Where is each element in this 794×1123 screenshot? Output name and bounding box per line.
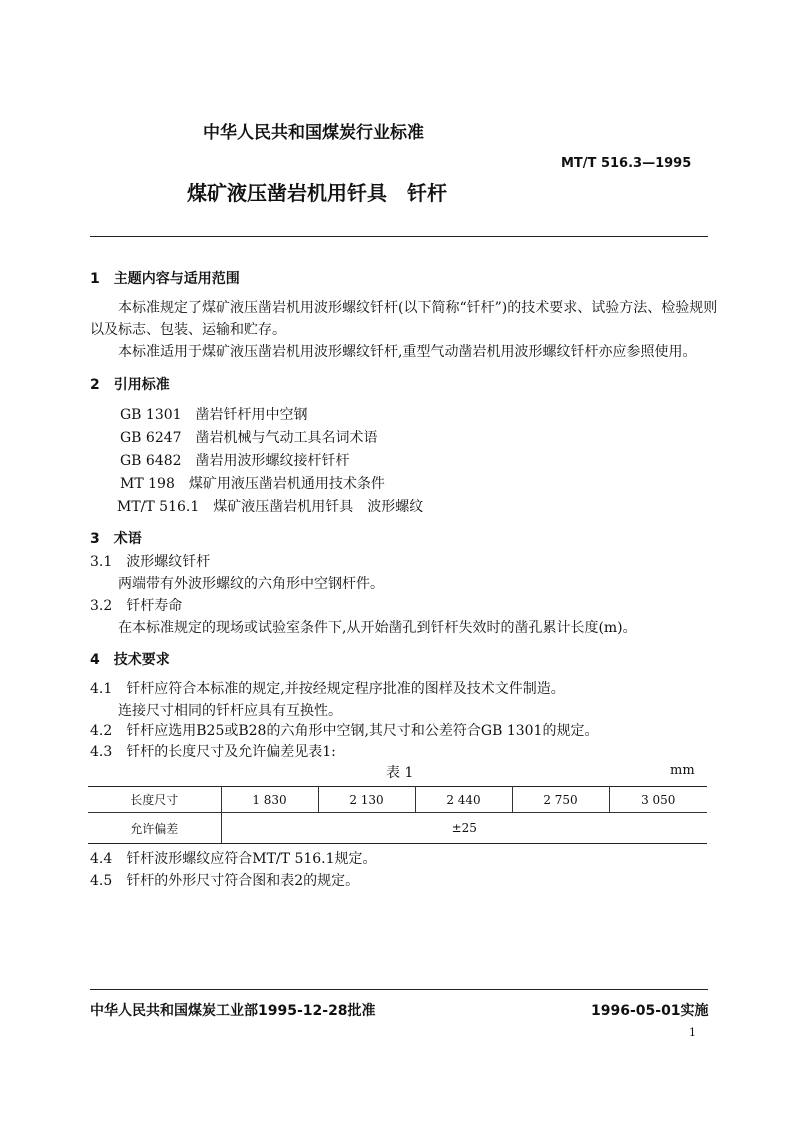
section-1-para2: 本标准适用于煤矿液压凿岩机用波形螺纹钎杆,重型气动凿岩机用波形螺纹钎杆亦应参照使用。: [118, 344, 697, 360]
table-1-caption: 表 1: [386, 765, 414, 781]
table-1-row-label-length: 长度尺寸: [88, 787, 221, 813]
section-3-heading: 3 术语: [90, 531, 142, 547]
ref-mt198: MT 198 煤矿用液压凿岩机通用技术条件: [120, 476, 385, 492]
clause-4-3: 4.3 钎杆的长度尺寸及允许偏差见表1:: [90, 744, 336, 760]
table-1-length-cell: 2 130: [318, 787, 415, 813]
page-number: 1: [689, 1026, 696, 1039]
ref-gb1301: GB 1301 凿岩钎杆用中空钢: [120, 407, 308, 423]
table-1-length-cell: 1 830: [221, 787, 318, 813]
document-title: 煤矿液压凿岩机用钎具 钎杆: [187, 181, 447, 205]
clause-4-1-line2: 连接尺寸相同的钎杆应具有互换性。: [118, 703, 342, 719]
term-3-1-heading: 3.1 波形螺纹钎杆: [90, 554, 211, 570]
org-title: 中华人民共和国煤炭行业标准: [203, 123, 424, 143]
term-3-2-heading: 3.2 钎杆寿命: [90, 598, 183, 614]
clause-4-1-line1: 4.1 钎杆应符合本标准的规定,并按经规定程序批准的图样及技术文件制造。: [90, 681, 565, 697]
section-1-heading: 1 主题内容与适用范围: [90, 271, 240, 287]
section-1-para1-line1: 本标准规定了煤矿液压凿岩机用波形螺纹钎杆(以下简称“钎杆”)的技术要求、试验方法、检验规则: [118, 300, 718, 316]
table-1-length-cell: 3 050: [609, 787, 707, 813]
table-row-lengths: [88, 787, 707, 813]
header-rule: [90, 236, 708, 237]
ref-gb6482: GB 6482 凿岩用波形螺纹接杆钎杆: [120, 453, 350, 469]
term-3-1-body: 两端带有外波形螺纹的六角形中空钢杆件。: [118, 576, 384, 592]
footer-rule: [90, 989, 708, 990]
ref-mt-t-516-1: MT/T 516.1 煤矿液压凿岩机用钎具 波形螺纹: [117, 499, 424, 515]
table-1-unit: mm: [670, 763, 695, 778]
table-1: [88, 786, 707, 844]
effective-date: 1996-05-01实施: [591, 1003, 709, 1019]
approval-statement: 中华人民共和国煤炭工业部1995-12-28批准: [90, 1003, 376, 1019]
table-1-length-cell: 2 440: [415, 787, 512, 813]
section-2-heading: 2 引用标准: [90, 377, 170, 393]
clause-4-2: 4.2 钎杆应选用B25或B28的六角形中空钢,其尺寸和公差符合GB 1301的规定。: [90, 723, 599, 739]
ref-gb6247: GB 6247 凿岩机械与气动工具名词术语: [120, 430, 378, 446]
section-1-para1-line2: 以及标志、包装、运输和贮存。: [90, 322, 286, 338]
table-row-tolerance: [88, 813, 707, 844]
term-3-2-body: 在本标准规定的现场或试验室条件下,从开始凿孔到钎杆失效时的凿孔累计长度(m)。: [118, 620, 637, 636]
clause-4-4: 4.4 钎杆波形螺纹应符合MT/T 516.1规定。: [90, 851, 377, 867]
table-1-tolerance-cell: ±25: [221, 813, 707, 844]
section-4-heading: 4 技术要求: [90, 652, 170, 668]
standard-code: MT/T 516.3—1995: [561, 156, 692, 171]
table-1-length-cell: 2 750: [512, 787, 609, 813]
table-1-row-label-tolerance: 允许偏差: [88, 813, 221, 844]
clause-4-5: 4.5 钎杆的外形尺寸符合图和表2的规定。: [90, 873, 360, 889]
